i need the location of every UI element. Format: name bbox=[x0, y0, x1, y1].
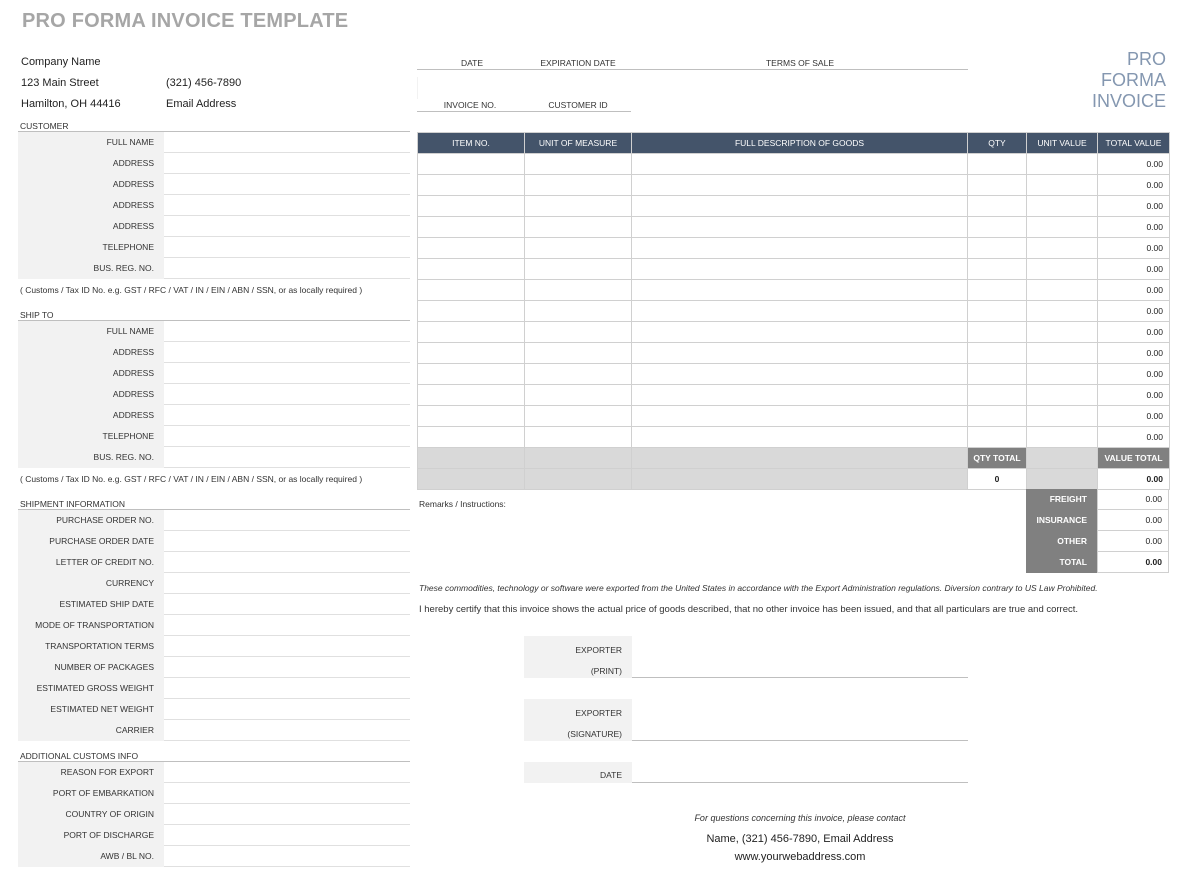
col-description: FULL DESCRIPTION OF GOODS bbox=[632, 133, 968, 154]
unit-value-cell[interactable] bbox=[1027, 343, 1098, 364]
customer-row bbox=[18, 174, 410, 195]
col-item-no: ITEM NO. bbox=[418, 133, 525, 154]
totals-blank bbox=[418, 448, 525, 469]
ship-to-row bbox=[18, 321, 410, 342]
signature-date-field[interactable] bbox=[632, 762, 968, 782]
ship-to-row bbox=[18, 405, 410, 426]
signature-date-line bbox=[632, 782, 968, 783]
customs-field-input[interactable] bbox=[164, 804, 410, 825]
summary-label: OTHER bbox=[1026, 531, 1097, 552]
customs-row bbox=[18, 762, 410, 783]
customer-field-input[interactable] bbox=[164, 132, 410, 153]
total-value-cell: 0.00 bbox=[1098, 322, 1170, 343]
shipment-field-input[interactable] bbox=[164, 615, 410, 636]
contact-website[interactable]: www.yourwebaddress.com bbox=[734, 851, 866, 863]
item-no-cell[interactable] bbox=[418, 364, 525, 385]
shipment-field-label: PURCHASE ORDER NO. bbox=[18, 510, 164, 531]
exporter-print-label-box bbox=[524, 636, 632, 678]
unit-of-measure-cell[interactable] bbox=[525, 322, 632, 343]
unit-of-measure-cell[interactable] bbox=[525, 385, 632, 406]
summary-row bbox=[1026, 552, 1169, 573]
description-cell[interactable] bbox=[632, 301, 968, 322]
exporter-signature-block bbox=[524, 699, 968, 741]
customs-heading: ADDITIONAL CUSTOMS INFO bbox=[20, 751, 139, 761]
summary-value[interactable]: 0.00 bbox=[1097, 531, 1169, 552]
unit-value-cell[interactable] bbox=[1027, 280, 1098, 301]
qty-cell[interactable] bbox=[968, 301, 1027, 322]
customs-field-label: PORT OF EMBARKATION bbox=[18, 783, 164, 804]
totals-blank bbox=[1027, 448, 1098, 469]
ship-to-row bbox=[18, 363, 410, 384]
ship-to-field-input[interactable] bbox=[164, 342, 410, 363]
summary-value[interactable]: 0.00 bbox=[1097, 510, 1169, 531]
summary-value[interactable]: 0.00 bbox=[1097, 489, 1169, 510]
item-no-cell[interactable] bbox=[418, 280, 525, 301]
col-qty: QTY bbox=[968, 133, 1027, 154]
shipment-field-label: PURCHASE ORDER DATE bbox=[18, 531, 164, 552]
item-no-cell[interactable] bbox=[418, 217, 525, 238]
col-unit-value: UNIT VALUE bbox=[1027, 133, 1098, 154]
customer-field-label: ADDRESS bbox=[18, 153, 164, 174]
qty-cell[interactable] bbox=[968, 322, 1027, 343]
item-row bbox=[418, 322, 1170, 343]
customs-field-input[interactable] bbox=[164, 783, 410, 804]
ship-to-field-label: ADDRESS bbox=[18, 363, 164, 384]
customer-row bbox=[18, 132, 410, 153]
date-label: DATE bbox=[460, 58, 484, 68]
unit-value-cell[interactable] bbox=[1027, 238, 1098, 259]
summary-row bbox=[1026, 531, 1169, 552]
customer-row bbox=[18, 195, 410, 216]
exporter-signature-field[interactable] bbox=[632, 699, 968, 740]
qty-cell[interactable] bbox=[968, 238, 1027, 259]
ship-to-tax-note: ( Customs / Tax ID No. e.g. GST / RFC / VAT / IN / EIN / ABN / SSN, or as locally required ) bbox=[20, 474, 363, 484]
total-value-cell: 0.00 bbox=[1098, 280, 1170, 301]
customs-row bbox=[18, 846, 410, 867]
item-no-cell[interactable] bbox=[418, 343, 525, 364]
shipment-row bbox=[18, 594, 410, 615]
date-field[interactable] bbox=[417, 77, 524, 99]
header-line-1 bbox=[417, 69, 968, 70]
exporter-signature-line bbox=[632, 740, 968, 741]
remarks-label: Remarks / Instructions: bbox=[419, 499, 506, 509]
description-cell[interactable] bbox=[632, 364, 968, 385]
company-city: Hamilton, OH 44416 bbox=[21, 98, 121, 110]
customer-field-label: BUS. REG. NO. bbox=[18, 258, 164, 279]
expiration-date-label: EXPIRATION DATE bbox=[540, 58, 616, 68]
signature-label: (SIGNATURE) bbox=[567, 729, 622, 739]
print-label: (PRINT) bbox=[590, 666, 622, 676]
description-cell[interactable] bbox=[632, 385, 968, 406]
ship-to-field-input[interactable] bbox=[164, 447, 410, 468]
shipment-field-input[interactable] bbox=[164, 720, 410, 741]
ship-to-field-label: FULL NAME bbox=[18, 321, 164, 342]
shipment-row bbox=[18, 510, 410, 531]
shipment-field-label: ESTIMATED SHIP DATE bbox=[18, 594, 164, 615]
value-total-label: VALUE TOTAL bbox=[1098, 448, 1170, 469]
ship-to-field-input[interactable] bbox=[164, 321, 410, 342]
totals-value-row bbox=[418, 469, 1170, 490]
exporter-label-2: EXPORTER bbox=[575, 708, 622, 718]
items-header-row bbox=[418, 133, 1170, 154]
description-cell[interactable] bbox=[632, 280, 968, 301]
description-cell[interactable] bbox=[632, 427, 968, 448]
description-cell[interactable] bbox=[632, 217, 968, 238]
terms-of-sale-label: TERMS OF SALE bbox=[765, 58, 834, 68]
company-email: Email Address bbox=[166, 98, 237, 110]
totals-blank bbox=[525, 448, 632, 469]
item-row bbox=[418, 364, 1170, 385]
item-no-cell[interactable] bbox=[418, 427, 525, 448]
qty-cell[interactable] bbox=[968, 280, 1027, 301]
export-statement: These commodities, technology or software were exported from the United States in accordance with the Export Administration regulations. Diversion contrary to US Law Prohibited. bbox=[419, 583, 1098, 593]
customer-row bbox=[18, 258, 410, 279]
unit-value-cell[interactable] bbox=[1027, 259, 1098, 280]
description-cell[interactable] bbox=[632, 238, 968, 259]
total-value-cell: 0.00 bbox=[1098, 406, 1170, 427]
shipment-field-input[interactable] bbox=[164, 552, 410, 573]
unit-of-measure-cell[interactable] bbox=[525, 364, 632, 385]
terms-of-sale-field[interactable] bbox=[631, 77, 968, 99]
totals-blank bbox=[418, 469, 525, 490]
exporter-label: EXPORTER bbox=[575, 645, 622, 655]
total-value-cell: 0.00 bbox=[1098, 196, 1170, 217]
qty-cell[interactable] bbox=[968, 154, 1027, 175]
customer-field-input[interactable] bbox=[164, 258, 410, 279]
item-row bbox=[418, 154, 1170, 175]
ship-to-field-label: ADDRESS bbox=[18, 405, 164, 426]
customer-field-input[interactable] bbox=[164, 174, 410, 195]
description-cell[interactable] bbox=[632, 175, 968, 196]
total-value-cell: 0.00 bbox=[1098, 238, 1170, 259]
total-value-cell: 0.00 bbox=[1098, 364, 1170, 385]
shipment-field-label: NUMBER OF PACKAGES bbox=[18, 657, 164, 678]
item-row bbox=[418, 238, 1170, 259]
qty-total-label: QTY TOTAL bbox=[968, 448, 1027, 469]
qty-cell[interactable] bbox=[968, 196, 1027, 217]
ship-to-field-label: BUS. REG. NO. bbox=[18, 447, 164, 468]
customer-heading: CUSTOMER bbox=[20, 121, 69, 131]
customs-field-label: COUNTRY OF ORIGIN bbox=[18, 804, 164, 825]
shipment-field-input[interactable] bbox=[164, 510, 410, 531]
badge-line-1: PRO bbox=[1126, 49, 1166, 69]
unit-of-measure-cell[interactable] bbox=[525, 238, 632, 259]
customer-field-input[interactable] bbox=[164, 216, 410, 237]
customs-field-input[interactable] bbox=[164, 825, 410, 846]
header-line-2 bbox=[417, 111, 631, 112]
ship-to-field-label: ADDRESS bbox=[18, 384, 164, 405]
total-value-cell: 0.00 bbox=[1098, 259, 1170, 280]
item-no-cell[interactable] bbox=[418, 238, 525, 259]
total-value-cell: 0.00 bbox=[1098, 175, 1170, 196]
expiration-date-field[interactable] bbox=[524, 77, 631, 99]
customer-field-label: FULL NAME bbox=[18, 132, 164, 153]
item-no-cell[interactable] bbox=[418, 175, 525, 196]
ship-to-field-input[interactable] bbox=[164, 363, 410, 384]
invoice-no-label: INVOICE NO. bbox=[443, 100, 497, 110]
customer-field-label: ADDRESS bbox=[18, 216, 164, 237]
customer-row bbox=[18, 216, 410, 237]
customs-field-input[interactable] bbox=[164, 846, 410, 867]
customs-field-label: REASON FOR EXPORT bbox=[18, 762, 164, 783]
customer-tax-note: ( Customs / Tax ID No. e.g. GST / RFC / VAT / IN / EIN / ABN / SSN, or as locally required ) bbox=[20, 285, 363, 295]
description-cell[interactable] bbox=[632, 343, 968, 364]
customer-field-label: ADDRESS bbox=[18, 195, 164, 216]
summary-label: TOTAL bbox=[1026, 552, 1097, 573]
totals-blank bbox=[525, 469, 632, 490]
qty-cell[interactable] bbox=[968, 385, 1027, 406]
summary-row bbox=[1026, 510, 1169, 531]
unit-of-measure-cell[interactable] bbox=[525, 427, 632, 448]
item-row bbox=[418, 217, 1170, 238]
qty-cell[interactable] bbox=[968, 259, 1027, 280]
qty-cell[interactable] bbox=[968, 343, 1027, 364]
shipment-field-label: LETTER OF CREDIT NO. bbox=[18, 552, 164, 573]
customer-field-input[interactable] bbox=[164, 195, 410, 216]
item-row bbox=[418, 301, 1170, 322]
totals-blank bbox=[632, 469, 968, 490]
total-value-cell: 0.00 bbox=[1098, 385, 1170, 406]
customs-field-label: AWB / BL NO. bbox=[18, 846, 164, 867]
shipment-row bbox=[18, 636, 410, 657]
item-no-cell[interactable] bbox=[418, 154, 525, 175]
shipment-field-label: CARRIER bbox=[18, 720, 164, 741]
col-total-value: TOTAL VALUE bbox=[1098, 133, 1170, 154]
customer-id-label: CUSTOMER ID bbox=[548, 100, 608, 110]
totals-blank bbox=[1027, 469, 1098, 490]
item-row bbox=[418, 385, 1170, 406]
shipment-row bbox=[18, 552, 410, 573]
item-row bbox=[418, 259, 1170, 280]
item-row bbox=[418, 280, 1170, 301]
shipment-row bbox=[18, 699, 410, 720]
unit-of-measure-cell[interactable] bbox=[525, 175, 632, 196]
totals-row bbox=[418, 448, 1170, 469]
total-value-cell: 0.00 bbox=[1098, 343, 1170, 364]
description-cell[interactable] bbox=[632, 406, 968, 427]
qty-cell[interactable] bbox=[968, 427, 1027, 448]
qty-cell[interactable] bbox=[968, 364, 1027, 385]
customer-field-input[interactable] bbox=[164, 153, 410, 174]
shipment-field-input[interactable] bbox=[164, 594, 410, 615]
ship-to-field-label: TELEPHONE bbox=[18, 426, 164, 447]
total-value-cell: 0.00 bbox=[1098, 217, 1170, 238]
ship-to-row bbox=[18, 447, 410, 468]
unit-of-measure-cell[interactable] bbox=[525, 154, 632, 175]
ship-to-field-input[interactable] bbox=[164, 384, 410, 405]
shipment-row bbox=[18, 531, 410, 552]
ship-to-field-input[interactable] bbox=[164, 426, 410, 447]
unit-of-measure-cell[interactable] bbox=[525, 301, 632, 322]
customer-field-label: TELEPHONE bbox=[18, 237, 164, 258]
qty-cell[interactable] bbox=[968, 406, 1027, 427]
qty-cell[interactable] bbox=[968, 217, 1027, 238]
ship-to-field-input[interactable] bbox=[164, 405, 410, 426]
shipment-heading: SHIPMENT INFORMATION bbox=[20, 499, 125, 509]
company-street: 123 Main Street bbox=[21, 77, 99, 89]
qty-cell[interactable] bbox=[968, 175, 1027, 196]
contact-details: Name, (321) 456-7890, Email Address bbox=[706, 833, 894, 845]
shipment-row bbox=[18, 573, 410, 594]
description-cell[interactable] bbox=[632, 322, 968, 343]
shipment-field-label: TRANSPORTATION TERMS bbox=[18, 636, 164, 657]
shipment-field-input[interactable] bbox=[164, 657, 410, 678]
customer-row bbox=[18, 237, 410, 258]
unit-value-cell[interactable] bbox=[1027, 427, 1098, 448]
description-cell[interactable] bbox=[632, 196, 968, 217]
customs-row bbox=[18, 804, 410, 825]
total-value-cell: 0.00 bbox=[1098, 427, 1170, 448]
badge-line-3: INVOICE bbox=[1091, 91, 1166, 111]
unit-of-measure-cell[interactable] bbox=[525, 217, 632, 238]
item-no-cell[interactable] bbox=[418, 385, 525, 406]
shipment-field-input[interactable] bbox=[164, 531, 410, 552]
company-phone: (321) 456-7890 bbox=[166, 77, 242, 89]
unit-value-cell[interactable] bbox=[1027, 385, 1098, 406]
shipment-row bbox=[18, 678, 410, 699]
item-no-cell[interactable] bbox=[418, 301, 525, 322]
unit-value-cell[interactable] bbox=[1027, 154, 1098, 175]
ship-to-heading: SHIP TO bbox=[20, 310, 54, 320]
unit-value-cell[interactable] bbox=[1027, 196, 1098, 217]
pro-forma-badge bbox=[1092, 49, 1166, 112]
exporter-print-field[interactable] bbox=[632, 636, 968, 677]
certification-statement: I hereby certify that this invoice shows the actual price of goods described, that no other invoice has been issued, and that all particulars are true and correct. bbox=[419, 604, 1079, 615]
customs-field-input[interactable] bbox=[164, 762, 410, 783]
shipment-field-input[interactable] bbox=[164, 678, 410, 699]
contact-intro: For questions concerning this invoice, please contact bbox=[694, 813, 906, 823]
unit-value-cell[interactable] bbox=[1027, 406, 1098, 427]
description-cell[interactable] bbox=[632, 154, 968, 175]
item-row bbox=[418, 175, 1170, 196]
ship-to-row bbox=[18, 384, 410, 405]
unit-of-measure-cell[interactable] bbox=[525, 259, 632, 280]
item-no-cell[interactable] bbox=[418, 196, 525, 217]
unit-of-measure-cell[interactable] bbox=[525, 196, 632, 217]
date-signature-block bbox=[524, 762, 968, 783]
totals-blank bbox=[632, 448, 968, 469]
customs-field-label: PORT OF DISCHARGE bbox=[18, 825, 164, 846]
company-name: Company Name bbox=[21, 56, 101, 68]
shipment-field-input[interactable] bbox=[164, 699, 410, 720]
item-no-cell[interactable] bbox=[418, 322, 525, 343]
unit-of-measure-cell[interactable] bbox=[525, 343, 632, 364]
summary-row bbox=[1026, 489, 1169, 510]
shipment-field-label: ESTIMATED NET WEIGHT bbox=[18, 699, 164, 720]
shipment-field-label: ESTIMATED GROSS WEIGHT bbox=[18, 678, 164, 699]
shipment-field-input[interactable] bbox=[164, 573, 410, 594]
total-value-cell: 0.00 bbox=[1098, 154, 1170, 175]
customer-field-label: ADDRESS bbox=[18, 174, 164, 195]
shipment-field-label: CURRENCY bbox=[18, 573, 164, 594]
shipment-field-label: MODE OF TRANSPORTATION bbox=[18, 615, 164, 636]
customs-row bbox=[18, 825, 410, 846]
badge-line-2: FORMA bbox=[1101, 70, 1166, 90]
ship-to-row bbox=[18, 426, 410, 447]
signature-date-label: DATE bbox=[524, 762, 632, 783]
item-no-cell[interactable] bbox=[418, 406, 525, 427]
items-table bbox=[417, 132, 1170, 490]
total-value-cell: 0.00 bbox=[1098, 301, 1170, 322]
summary-value[interactable]: 0.00 bbox=[1097, 552, 1169, 573]
summary-label: INSURANCE bbox=[1026, 510, 1097, 531]
exporter-print-line bbox=[632, 677, 968, 678]
customs-row bbox=[18, 783, 410, 804]
shipment-row bbox=[18, 615, 410, 636]
item-row bbox=[418, 343, 1170, 364]
unit-value-cell[interactable] bbox=[1027, 301, 1098, 322]
ship-to-field-label: ADDRESS bbox=[18, 342, 164, 363]
exporter-print-block bbox=[524, 636, 968, 678]
customer-field-input[interactable] bbox=[164, 237, 410, 258]
value-total-value: 0.00 bbox=[1098, 469, 1170, 490]
page-title: PRO FORMA INVOICE TEMPLATE bbox=[22, 10, 349, 32]
ship-to-row bbox=[18, 342, 410, 363]
shipment-field-input[interactable] bbox=[164, 636, 410, 657]
item-no-cell[interactable] bbox=[418, 259, 525, 280]
unit-value-cell[interactable] bbox=[1027, 322, 1098, 343]
shipment-row bbox=[18, 720, 410, 741]
col-unit-of-measure: UNIT OF MEASURE bbox=[525, 133, 632, 154]
item-row bbox=[418, 406, 1170, 427]
item-row bbox=[418, 427, 1170, 448]
unit-value-cell[interactable] bbox=[1027, 217, 1098, 238]
remarks-field[interactable] bbox=[417, 510, 1022, 570]
unit-of-measure-cell[interactable] bbox=[525, 406, 632, 427]
qty-total-value: 0 bbox=[968, 469, 1027, 490]
unit-value-cell[interactable] bbox=[1027, 175, 1098, 196]
summary-label: FREIGHT bbox=[1026, 489, 1097, 510]
exporter-signature-label-box bbox=[524, 699, 632, 741]
description-cell[interactable] bbox=[632, 259, 968, 280]
unit-of-measure-cell[interactable] bbox=[525, 280, 632, 301]
unit-value-cell[interactable] bbox=[1027, 364, 1098, 385]
shipment-row bbox=[18, 657, 410, 678]
customer-row bbox=[18, 153, 410, 174]
item-row bbox=[418, 196, 1170, 217]
